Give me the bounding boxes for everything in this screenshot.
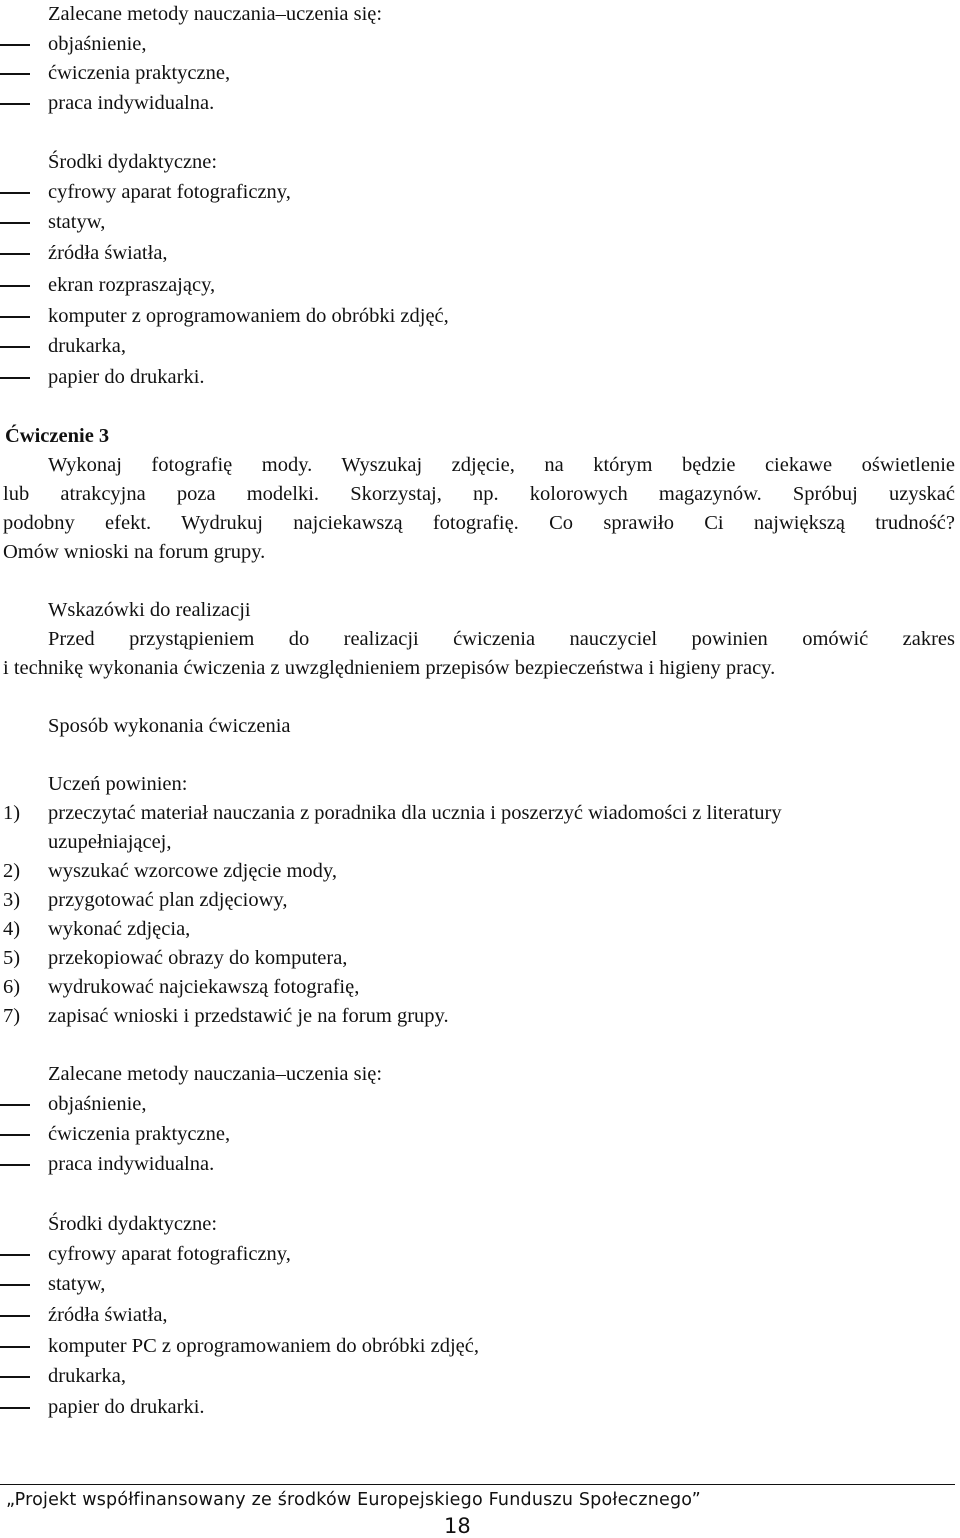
page-number: 18 <box>444 1514 471 1538</box>
step-number: 2) <box>3 860 21 882</box>
dash-bullet <box>0 1315 30 1317</box>
methods-heading: Zalecane metody nauczania–uczenia się: <box>48 3 383 25</box>
list-item: komputer z oprogramowaniem do obróbki zdjęć, <box>48 305 449 327</box>
list-item: objaśnienie, <box>48 1093 147 1115</box>
dash-bullet <box>0 44 30 46</box>
step-text: przeczytać materiał nauczania z poradnika dla ucznia i poszerzyć wiadomości z literatury <box>48 802 782 824</box>
dash-bullet <box>0 1284 30 1286</box>
step-text: przekopiować obrazy do komputera, <box>48 947 348 969</box>
footer-project-text: „Projekt współfinansowany ze środków Europejskiego Funduszu Społecznego” <box>6 1490 701 1510</box>
exercise-text-line: lub atrakcyjna poza modelki. Skorzystaj, np. kolorowych magazynów. Spróbuj uzyskać <box>3 483 955 505</box>
step-text: przygotować plan zdjęciowy, <box>48 889 288 911</box>
dash-bullet <box>0 1254 30 1256</box>
exercise-title: Ćwiczenie 3 <box>5 425 110 447</box>
list-item: źródła światła, <box>48 242 168 264</box>
footer-divider <box>0 1484 955 1485</box>
dash-bullet <box>0 192 30 194</box>
list-item: statyw, <box>48 1273 106 1295</box>
list-item: ćwiczenia praktyczne, <box>48 62 231 84</box>
step-number: 3) <box>3 889 21 911</box>
list-item: drukarka, <box>48 1365 126 1387</box>
dash-bullet <box>0 253 30 255</box>
hints-heading: Wskazówki do realizacji <box>48 599 251 621</box>
list-item: praca indywidualna. <box>48 1153 215 1175</box>
list-item: drukarka, <box>48 335 126 357</box>
hints-text-line: i technikę wykonania ćwiczenia z uwzględnieniem przepisów bezpieczeństwa i higieny pracy. <box>3 657 776 679</box>
step-number: 1) <box>3 802 21 824</box>
hints-text-line: Przed przystąpieniem do realizacji ćwiczenia nauczyciel powinien omówić zakres <box>48 628 955 650</box>
step-number: 5) <box>3 947 21 969</box>
step-number: 4) <box>3 918 21 940</box>
list-item: objaśnienie, <box>48 33 147 55</box>
step-number: 7) <box>3 1005 21 1027</box>
exercise-text-line: Omów wnioski na forum grupy. <box>3 541 266 563</box>
dash-bullet <box>0 1407 30 1409</box>
list-item: cyfrowy aparat fotograficzny, <box>48 1243 291 1265</box>
step-text: wykonać zdjęcia, <box>48 918 191 940</box>
dash-bullet <box>0 377 30 379</box>
dash-bullet <box>0 346 30 348</box>
step-text: wyszukać wzorcowe zdjęcie mody, <box>48 860 337 882</box>
aids-heading: Środki dydaktyczne: <box>48 1213 218 1235</box>
list-item: cyfrowy aparat fotograficzny, <box>48 181 291 203</box>
list-item: ekran rozpraszający, <box>48 274 216 296</box>
step-text: zapisać wnioski i przedstawić je na forum grupy. <box>48 1005 449 1027</box>
step-number: 6) <box>3 976 21 998</box>
dash-bullet <box>0 1164 30 1166</box>
list-item: źródła światła, <box>48 1304 168 1326</box>
dash-bullet <box>0 316 30 318</box>
list-item: praca indywidualna. <box>48 92 215 114</box>
exercise-text-line: Wykonaj fotografię mody. Wyszukaj zdjęcie, na którym będzie ciekawe oświetlenie <box>48 454 955 476</box>
method-heading: Sposób wykonania ćwiczenia <box>48 715 291 737</box>
dash-bullet <box>0 1376 30 1378</box>
list-item: komputer PC z oprogramowaniem do obróbki zdjęć, <box>48 1335 479 1357</box>
dash-bullet <box>0 1134 30 1136</box>
student-heading: Uczeń powinien: <box>48 773 188 795</box>
step-text: wydrukować najciekawszą fotografię, <box>48 976 360 998</box>
dash-bullet <box>0 222 30 224</box>
methods-heading: Zalecane metody nauczania–uczenia się: <box>48 1063 383 1085</box>
dash-bullet <box>0 73 30 75</box>
list-item: ćwiczenia praktyczne, <box>48 1123 231 1145</box>
list-item: papier do drukarki. <box>48 366 205 388</box>
step-text-continued: uzupełniającej, <box>48 831 172 853</box>
exercise-text-line: podobny efekt. Wydrukuj najciekawszą fotografię. Co sprawiło Ci największą trudność? <box>3 512 955 534</box>
dash-bullet <box>0 103 30 105</box>
list-item: statyw, <box>48 211 106 233</box>
dash-bullet <box>0 285 30 287</box>
dash-bullet <box>0 1104 30 1106</box>
list-item: papier do drukarki. <box>48 1396 205 1418</box>
dash-bullet <box>0 1346 30 1348</box>
aids-heading: Środki dydaktyczne: <box>48 151 218 173</box>
